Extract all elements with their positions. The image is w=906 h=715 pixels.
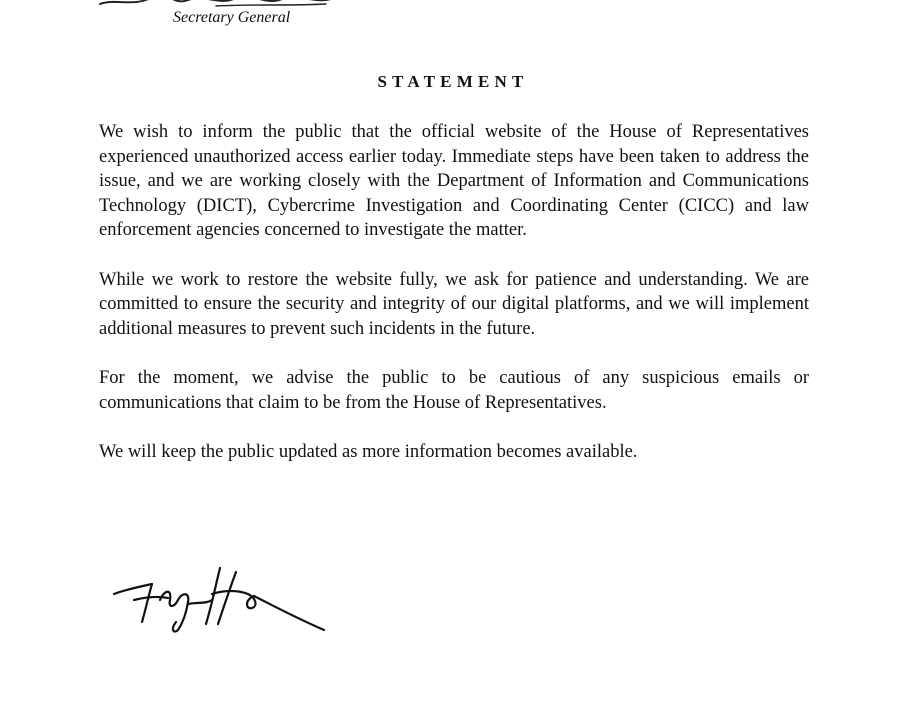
- statement-paragraph: We will keep the public updated as more information becomes available.: [99, 441, 638, 462]
- statement-heading: STATEMENT: [377, 72, 529, 91]
- statement-paragraph: While we work to restore the website fully, we ask for patience and understanding. We are committed to ensure the security and integrity of our digital platforms, and we will implement additional measures to prevent such incidents in the future.: [99, 269, 809, 339]
- signature-image: [112, 560, 327, 640]
- statement-paragraph: For the moment, we advise the public to be cautious of any suspicious emails or communications that claim to be from the House of Representatives.: [99, 367, 809, 413]
- signatory-title: Secretary General: [173, 9, 291, 26]
- statement-body: [99, 120, 809, 489]
- statement-paragraph: We wish to inform the public that the official website of the House of Representatives experienced unauthorized access earlier today. Immediate steps have been taken to address the issue, and we are working closely with the Department of Information and Communications Technology (DICT), Cybercrime Investigation and Coordinating Center (CICC) and law enforcement agencies concerned to investigate the matter.: [99, 122, 809, 241]
